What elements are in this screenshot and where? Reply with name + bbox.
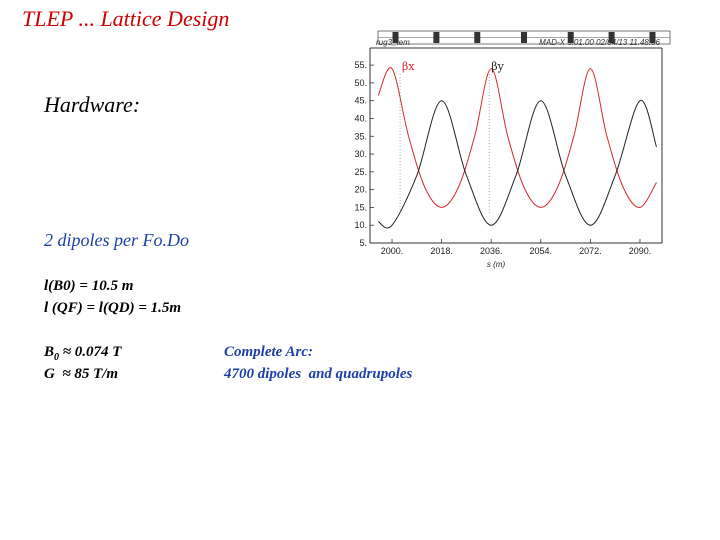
arc-detail: 4700 dipoles and quadrupoles (224, 366, 413, 382)
x-tick-label: 2054. (529, 246, 553, 256)
x-tick-label: 2072. (579, 246, 602, 256)
field-subscript: 0 (54, 352, 60, 363)
series-line-beta-x (378, 68, 656, 208)
quad-gradient-text: G ≈ 85 T/m (44, 366, 119, 382)
y-tick-label: 40. (354, 113, 367, 124)
y-tick-label: 15. (354, 202, 367, 213)
lattice-magnet (521, 32, 527, 43)
x-tick-label: 2036. (479, 246, 503, 256)
field-symbol: B (44, 344, 55, 360)
y-tick-label: 55. (354, 60, 367, 71)
y-tick-label: 35. (354, 131, 367, 142)
legend-label-beta-x: βx (402, 60, 415, 73)
y-tick-label: 25. (354, 166, 367, 177)
lattice-magnet (433, 32, 439, 43)
plot-header-left: rug3_tem (376, 38, 410, 47)
field-value: ≈ 0.074 T (59, 344, 122, 360)
quadrupole-length-text: l (QF) = l(QD) = 1.5m (44, 300, 182, 316)
y-tick-label: 5. (359, 238, 367, 248)
y-tick-label: 45. (354, 95, 367, 106)
y-tick-label: 10. (354, 220, 367, 231)
dipoles-per-cell-text: 2 dipoles per Fo.Do (44, 230, 189, 250)
plot-header-right: MAD-X 5.01.00 02/04/13 11.48.06 (539, 38, 660, 47)
arc-title: Complete Arc: (224, 344, 314, 360)
y-tick-label: 30. (354, 149, 367, 160)
x-axis-label: s (m) (486, 260, 506, 269)
x-tick-label: 2090. (628, 246, 652, 256)
legend-label-beta-y: βy (491, 60, 504, 73)
y-tick-label: 50. (354, 77, 367, 88)
slide-title: TLEP ... Lattice Design (22, 6, 230, 31)
dipole-length-text: l(B0) = 10.5 m (44, 278, 134, 294)
x-tick-label: 2018. (430, 246, 453, 256)
beta-function-plot (340, 28, 685, 273)
x-tick-label: 2000. (380, 246, 404, 256)
y-tick-label: 20. (354, 184, 367, 195)
lattice-magnet (474, 32, 480, 43)
hardware-heading: Hardware: (44, 92, 141, 117)
dipole-field-text (44, 344, 121, 363)
